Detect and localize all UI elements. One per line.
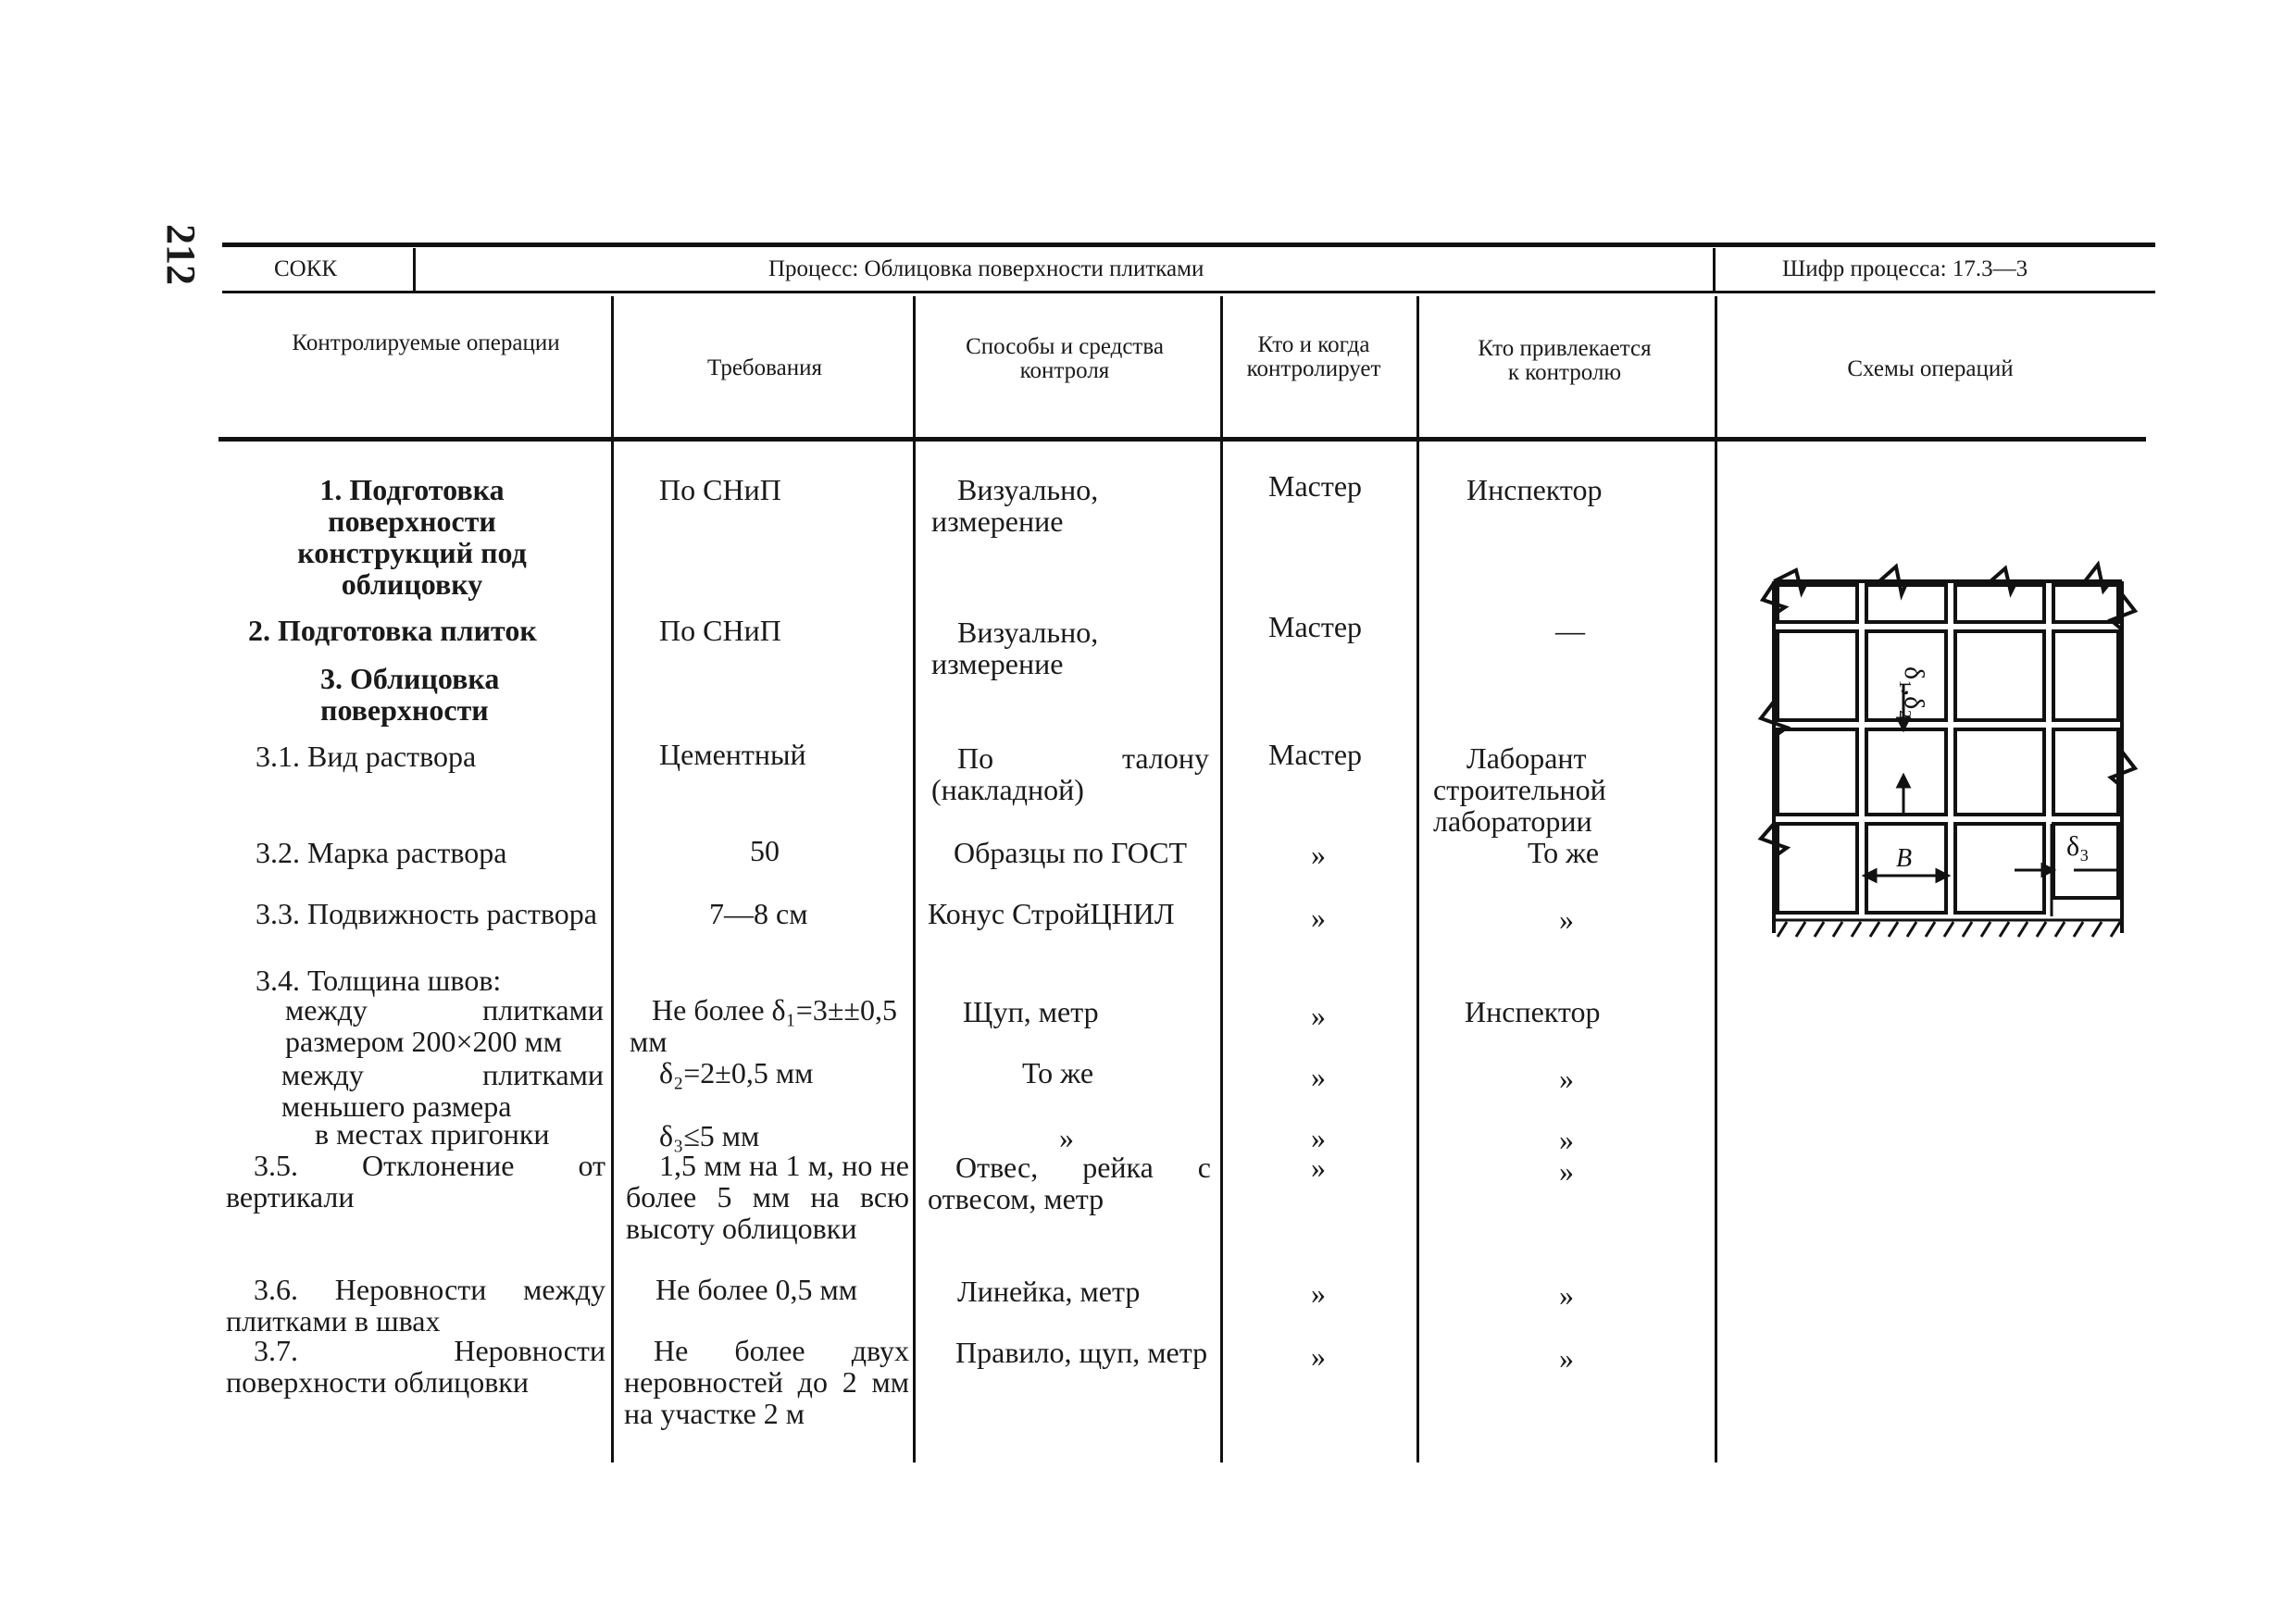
label-delta-3: δ₃ (2066, 831, 2090, 862)
hatch (1852, 922, 1861, 937)
page-number: 212 (158, 224, 204, 285)
col-requirements: Требования (707, 355, 822, 380)
tile (1778, 729, 1857, 815)
op-3-4: 3.4. Толщина швов: (256, 964, 502, 997)
method-1: Визуально, измерение (931, 473, 1099, 538)
who-3-7: » (1311, 1339, 1326, 1373)
method-3-3: Конус СтройЦНИЛ (928, 897, 1175, 930)
hatch (2018, 922, 2028, 937)
hatch (1944, 922, 1953, 937)
who-1: Мастер (1268, 469, 1363, 503)
process-code: Шифр процесса: 17.3—3 (1782, 256, 2028, 281)
inv-3-4-b: » (1559, 1062, 1574, 1095)
op-3: 3. Облицовка поверхности (320, 662, 500, 727)
method-3-7: Правило, щуп, метр (955, 1336, 1208, 1369)
tile-scheme-diagram (1741, 546, 2139, 953)
tile (1866, 585, 1946, 622)
who-3-6: » (1311, 1276, 1326, 1310)
inv-1: Инспектор (1466, 473, 1603, 506)
col-line-2 (913, 296, 916, 1462)
tile (1955, 631, 2044, 720)
op-1: 1. Подготовка поверхности конструкций под облицовку (297, 473, 527, 601)
col-line-5 (1715, 296, 1717, 1462)
op-3-4-b: между плитками меньшего размера (281, 1058, 604, 1123)
method-3-4-c: » (1059, 1121, 1074, 1154)
method-3-4-a: Щуп, метр (963, 995, 1099, 1028)
req-3-6: Не более 0,5 мм (655, 1273, 858, 1306)
req-3-4-a: Не более δ₁=3±±0,5 мм (630, 993, 897, 1058)
op-3-2: 3.2. Марка раствора (256, 836, 507, 869)
hatch (2000, 922, 2009, 937)
hatch (1870, 922, 1879, 937)
who-3-4-c: » (1311, 1121, 1326, 1154)
who-3-2: » (1311, 838, 1326, 871)
req-3-7: Не более двух неровностей до 2 мм на участке 2 м (624, 1334, 909, 1430)
hatch (1889, 922, 1898, 937)
label-delta-12: δ₁,δ₂ (1899, 666, 1929, 719)
op-3-4-a: между плитками размером 200×200 мм (285, 993, 604, 1058)
hatch (2111, 922, 2120, 937)
tile (1955, 729, 2044, 815)
req-3-5: 1,5 мм на 1 м, но не более 5 мм на всю высоту облицовки (626, 1149, 909, 1245)
col-methods: Способы и средства контроля (966, 334, 1164, 383)
method-3-4-b: То же (1022, 1056, 1094, 1089)
method-3-5: Отвес, рейка с отвесом, метр (928, 1151, 1211, 1215)
label-b: B (1896, 844, 1913, 873)
top-rule (222, 243, 2155, 247)
op-3-1: 3.1. Вид раствора (256, 740, 477, 773)
inv-3-3: » (1559, 902, 1574, 936)
req-3-2: 50 (750, 834, 780, 867)
hatch (1981, 922, 1990, 937)
hatch (1963, 922, 1972, 937)
header-rule (222, 291, 2155, 293)
tile (2053, 729, 2118, 815)
req-2: По СНиП (659, 614, 781, 647)
req-1: По СНиП (659, 473, 781, 506)
hatch (1815, 922, 1824, 937)
op-2: 2. Подготовка плиток (248, 614, 537, 647)
inv-3-7: » (1559, 1341, 1574, 1375)
who-3-1: Мастер (1268, 738, 1363, 771)
inv-3-6: » (1559, 1278, 1574, 1312)
col-line-4 (1416, 296, 1419, 1462)
method-2: Визуально, измерение (931, 616, 1099, 680)
method-3-6: Линейка, метр (957, 1275, 1141, 1308)
who-2: Мастер (1268, 610, 1363, 643)
hatch (2092, 922, 2102, 937)
inv-3-4-c: » (1559, 1123, 1574, 1156)
tile (1955, 824, 2044, 913)
req-3-4-b: δ₂=2±0,5 мм (659, 1056, 814, 1089)
inv-3-2: То же (1528, 836, 1600, 869)
hatch (1907, 922, 1916, 937)
header-divider-1 (413, 248, 416, 291)
inv-2: — (1555, 614, 1585, 647)
hatch (1796, 922, 1805, 937)
col-who-when: Кто и когда контролирует (1246, 332, 1381, 381)
process-title: Процесс: Облицовка поверхности плитками (768, 256, 1204, 281)
col-line-3 (1220, 296, 1223, 1462)
top-break-line (1774, 565, 2111, 594)
tile (1778, 631, 1857, 720)
op-3-5: 3.5. Отклонение от вертикали (226, 1149, 605, 1214)
req-3-3: 7—8 см (709, 897, 808, 930)
op-3-3: 3.3. Подвижность раствора (256, 897, 597, 930)
op-3-6: 3.6. Неровности между плитками в швах (226, 1273, 605, 1338)
arrow-head (1898, 776, 1909, 787)
inv-3-1: Лаборант строительной лаборатории (1433, 741, 1606, 838)
who-3-4-b: » (1311, 1060, 1326, 1093)
hatch (1926, 922, 1935, 937)
method-3-2: Образцы по ГОСТ (954, 836, 1188, 869)
inv-3-5: » (1559, 1154, 1574, 1188)
col-operations: Контролируемые операции (292, 330, 560, 355)
col-involved: Кто привлекается к контролю (1478, 336, 1652, 385)
sokk-label: СОКК (274, 256, 338, 281)
col-schemes: Схемы операций (1847, 356, 2014, 381)
header-divider-2 (1713, 248, 1716, 291)
who-3-3: » (1311, 901, 1326, 934)
tile (1866, 729, 1946, 815)
tile (1955, 585, 2044, 622)
hatch (2074, 922, 2083, 937)
hatch (1778, 922, 1787, 937)
col-line-1 (611, 296, 614, 1462)
who-3-4-a: » (1311, 999, 1326, 1032)
method-3-1: По талону (накладной) (931, 741, 1209, 806)
tile (2053, 585, 2118, 622)
hatch (1833, 922, 1842, 937)
req-3-4-c: δ₃≤5 мм (659, 1119, 760, 1152)
who-3-5: » (1311, 1151, 1326, 1184)
hatch (2037, 922, 2046, 937)
tile (1778, 824, 1857, 913)
op-3-4-c: в местах пригонки (315, 1117, 550, 1151)
tile (2053, 631, 2118, 720)
req-3-1: Цементный (659, 738, 806, 771)
op-3-7: 3.7. Неровности поверхности облицовки (226, 1334, 605, 1399)
inv-3-4-a: Инспектор (1465, 995, 1601, 1028)
tile (1778, 585, 1857, 622)
column-header-rule (218, 437, 2146, 442)
hatch (2055, 922, 2065, 937)
